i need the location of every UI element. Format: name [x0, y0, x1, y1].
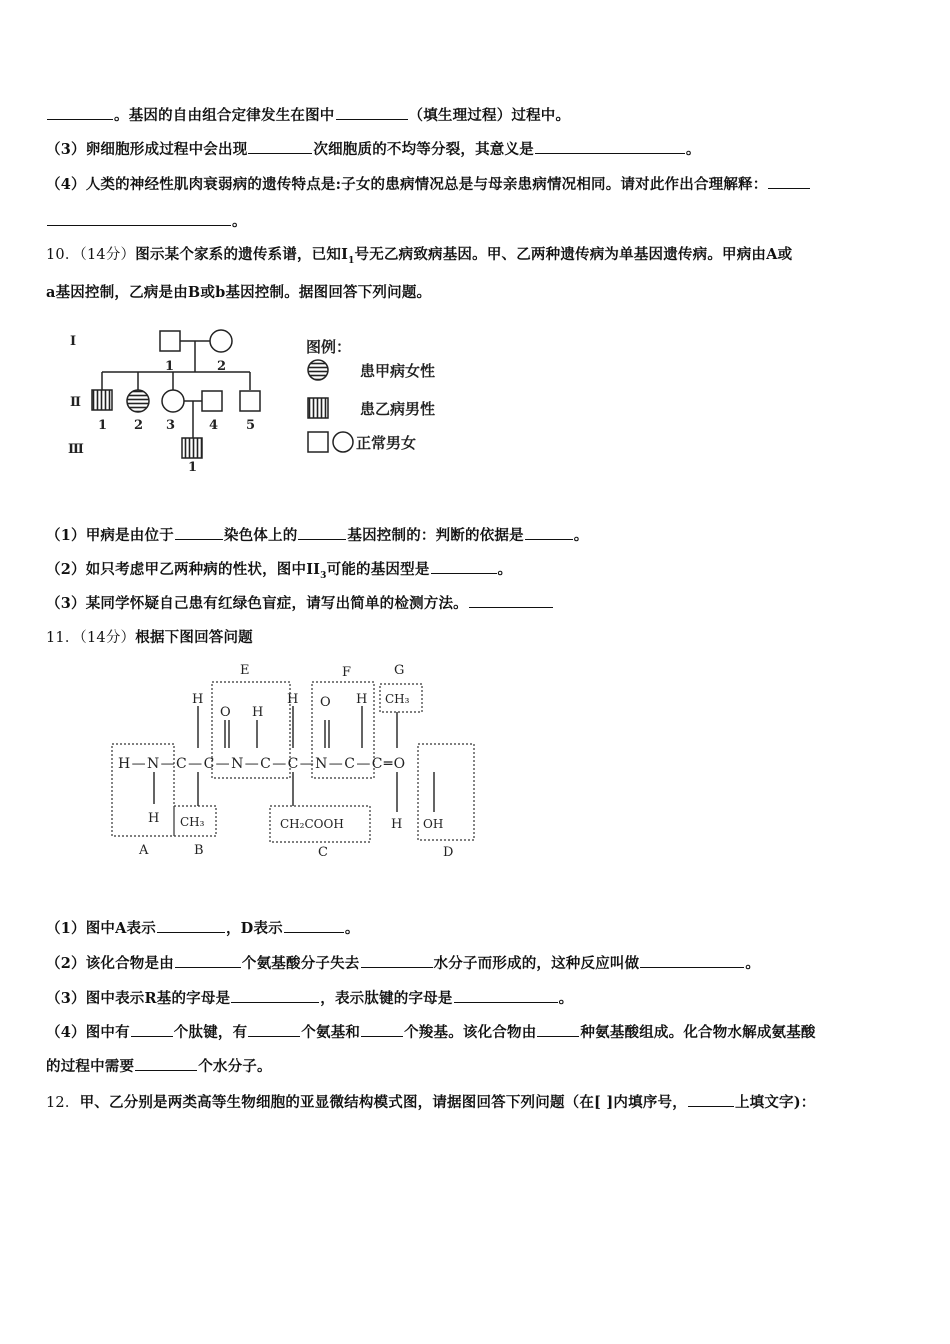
svg-text:O: O: [320, 695, 331, 710]
answer-blank[interactable]: [469, 593, 553, 608]
answer-blank[interactable]: [248, 139, 312, 154]
q9-line-3: （4）人类的神经性肌肉衰弱病的遗传特点是:子女的患病情况总是与母亲患病情况相同。请对此作出合理解释：: [46, 173, 811, 194]
answer-blank[interactable]: [454, 988, 558, 1003]
svg-text:E: E: [240, 663, 250, 678]
pedigree-ii1-affected-male: [92, 390, 112, 410]
answer-blank[interactable]: [431, 559, 497, 574]
pedigree-ii4-male: [202, 391, 222, 411]
svg-text:OH: OH: [423, 817, 444, 831]
svg-text:C: C: [318, 845, 328, 860]
answer-blank[interactable]: [47, 211, 231, 226]
legend-title: 图例：: [306, 338, 352, 356]
svg-text:D: D: [443, 845, 454, 860]
svg-text:5: 5: [246, 418, 256, 433]
gen-label-iii: Ⅲ: [68, 442, 84, 457]
svg-text:B: B: [194, 843, 204, 858]
pedigree-i2-female: [210, 330, 232, 352]
q10-line-2: a基因控制，乙病是由B或b基因控制。据图回答下列问题。: [46, 284, 432, 301]
svg-text:H: H: [252, 705, 264, 720]
q11-sub-4-cont: 的过程中需要 个水分子。: [46, 1058, 272, 1075]
svg-text:1: 1: [98, 418, 108, 433]
svg-text:O: O: [220, 705, 231, 720]
svg-text:1: 1: [188, 460, 198, 475]
gen-label-ii: Ⅱ: [70, 395, 81, 410]
svg-text:F: F: [342, 665, 352, 680]
svg-text:H: H: [356, 692, 368, 707]
pedigree-i1-male: [160, 331, 180, 351]
answer-blank[interactable]: [688, 1092, 734, 1107]
answer-blank[interactable]: [361, 1022, 403, 1037]
q10-sub-1: （1）甲病是由位于 染色体上的 基因控制的：判断的依据是 。: [46, 527, 589, 544]
pedigree-ii2-affected-female: [127, 390, 149, 412]
legend-striped-circle-icon: [308, 360, 328, 380]
answer-blank[interactable]: [248, 1022, 300, 1037]
answer-blank[interactable]: [768, 174, 810, 189]
answer-blank[interactable]: [640, 953, 744, 968]
answer-blank[interactable]: [298, 525, 346, 540]
svg-text:2: 2: [134, 418, 144, 433]
peptide-structure: [100, 656, 490, 864]
answer-blank[interactable]: [135, 1056, 197, 1071]
legend-label-3: 正常男女: [356, 434, 417, 452]
q11-sub-3: （3）图中表示R基的字母是 ，表示肽键的字母是 。: [46, 990, 574, 1007]
pedigree-iii1-affected-male: [182, 438, 202, 458]
svg-text:H—N—C—C—N—C—C—N—C—C═O: H—N—C—C—N—C—C—N—C—C═O: [118, 756, 407, 772]
svg-text:3: 3: [166, 418, 176, 433]
answer-blank[interactable]: [537, 1022, 579, 1037]
q9-line-2: （3）卵细胞形成过程中会出现 次细胞质的不均等分裂，其意义是 。: [46, 141, 701, 158]
svg-text:H: H: [148, 811, 160, 826]
pedigree-ii5-male: [240, 391, 260, 411]
answer-blank[interactable]: [231, 988, 319, 1003]
q11-title: 11．（14分）根据下图回答问题: [46, 629, 253, 646]
legend-striped-square-icon: [308, 398, 328, 418]
answer-blank[interactable]: [336, 105, 408, 120]
answer-blank[interactable]: [175, 953, 241, 968]
answer-blank[interactable]: [131, 1022, 173, 1037]
legend-label-2: 患乙病男性: [360, 400, 436, 418]
pedigree-ii3-female: [162, 390, 184, 412]
answer-blank[interactable]: [157, 918, 225, 933]
svg-text:A: A: [139, 843, 149, 858]
svg-text:1: 1: [165, 359, 175, 374]
q10-sub-2: （2）如只考虑甲乙两种病的性状，图中$II_3$可能的基因型是 。: [46, 561, 513, 581]
pedigree-chart: [60, 318, 480, 483]
legend-label-1: 患甲病女性: [360, 362, 436, 380]
answer-blank[interactable]: [47, 105, 113, 120]
svg-text:H: H: [287, 692, 299, 707]
svg-text:H: H: [192, 692, 204, 707]
legend-square-icon: [308, 432, 328, 452]
gen-label-i: Ⅰ: [70, 334, 77, 349]
svg-text:G: G: [394, 663, 405, 678]
answer-blank[interactable]: [361, 953, 433, 968]
svg-text:H: H: [391, 817, 403, 832]
q11-sub-2: （2）该化合物是由 个氨基酸分子失去 水分子而形成的，这种反应叫做 。: [46, 955, 761, 972]
svg-text:CH₃: CH₃: [385, 692, 410, 706]
answer-blank[interactable]: [284, 918, 344, 933]
q12-line: 12．甲、乙分别是两类高等生物细胞的亚显微结构模式图，请据图回答下列问题（在[ ]内填序号， 上填文字)：: [46, 1094, 816, 1111]
q10-sub-3: （3）某同学怀疑自己患有红绿色盲症，请写出简单的检测方法。: [46, 592, 554, 613]
answer-blank[interactable]: [535, 139, 685, 154]
legend-circle-icon: [333, 432, 353, 452]
svg-text:2: 2: [217, 359, 227, 374]
q9-line-1: 。基因的自由组合定律发生在图中 （填生理过程）过程中。: [46, 104, 570, 125]
q11-sub-1: （1）图中A表示 ，D表示 。: [46, 920, 360, 937]
svg-text:CH₂COOH: CH₂COOH: [280, 817, 344, 831]
svg-text:4: 4: [209, 418, 219, 433]
q11-sub-4: （4）图中有 个肽键，有 个氨基和 个羧基。该化合物由 种氨基酸组成。化合物水解成氨基酸: [46, 1024, 816, 1041]
q10-line-1: 10．（14分）图示某个家系的遗传系谱，已知$Ⅰ_1$号无乙病致病基因。甲、乙两种遗传病为单基因遗传病。甲病由A或: [46, 246, 793, 266]
answer-blank[interactable]: [525, 525, 573, 540]
q9-line-4: 。: [46, 210, 247, 231]
answer-blank[interactable]: [175, 525, 223, 540]
svg-text:CH₃: CH₃: [180, 815, 205, 829]
